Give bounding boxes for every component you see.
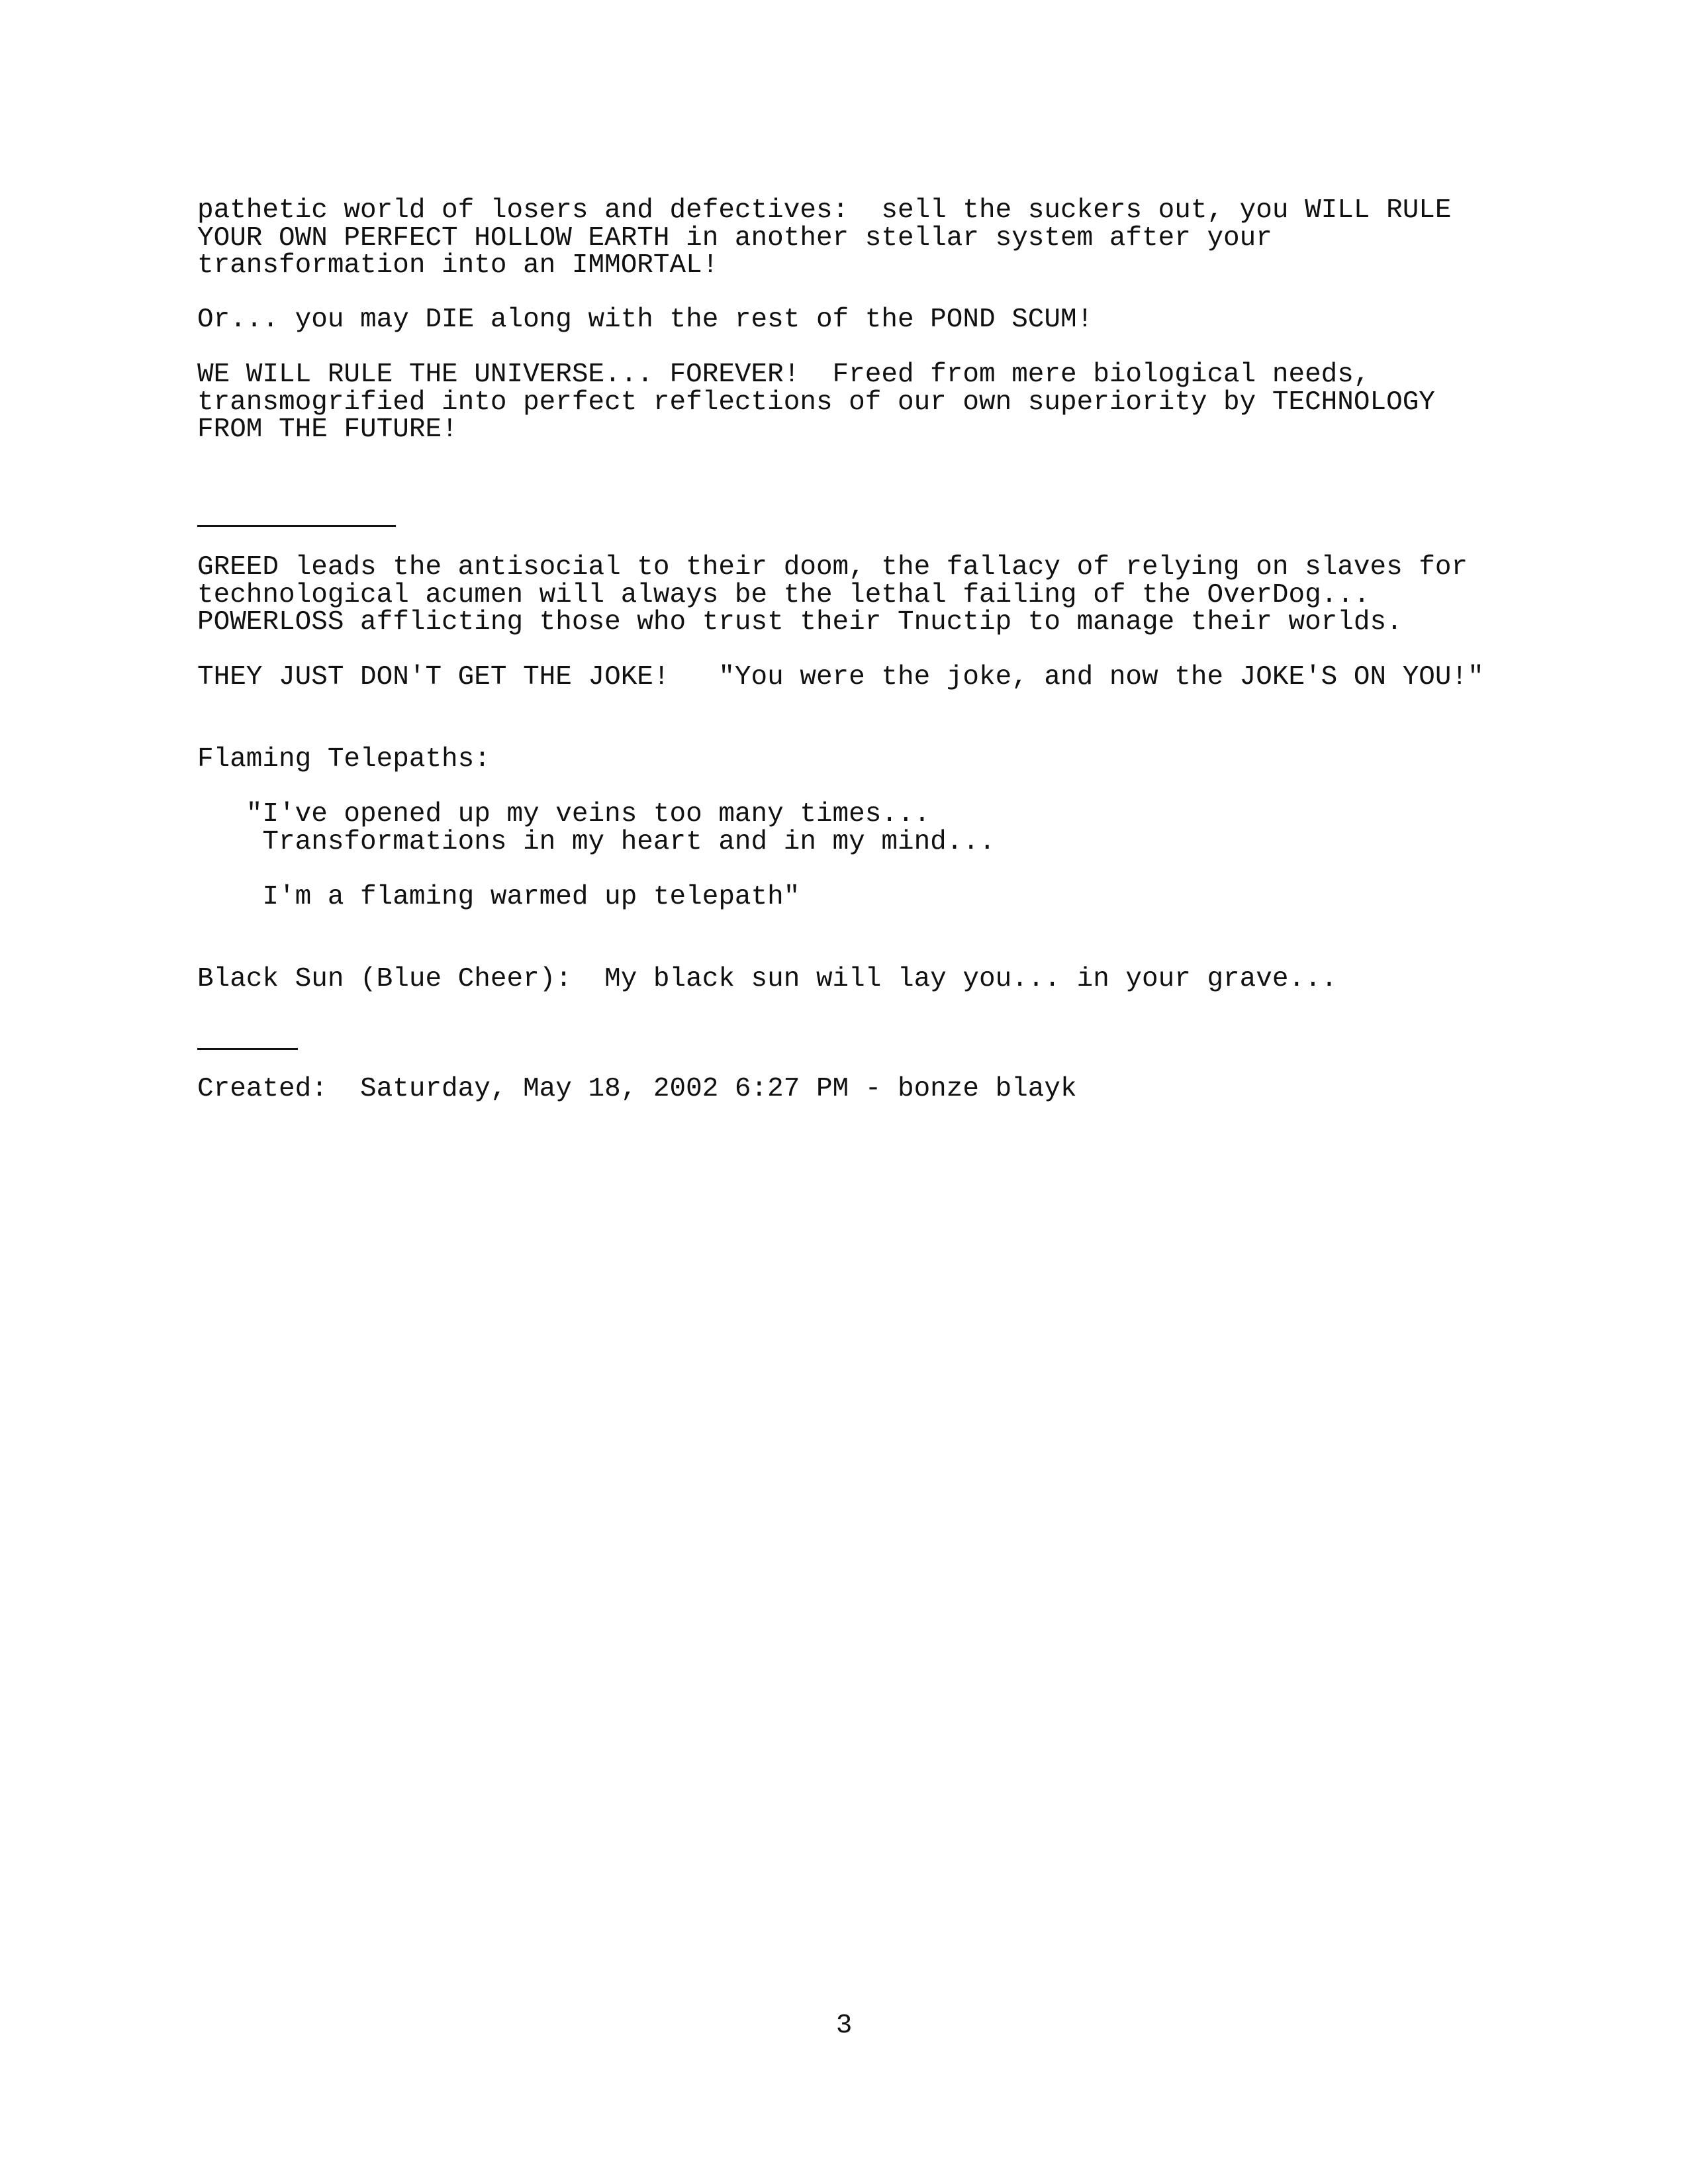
quote-lyrics-end	[197, 884, 1521, 912]
paragraph-greed	[197, 554, 1521, 637]
heading-flaming-telepaths	[197, 746, 1521, 774]
text-line: YOUR OWN PERFECT HOLLOW EARTH in another stellar system after your	[197, 222, 1272, 254]
text-line: FROM THE FUTURE!	[197, 414, 458, 445]
section-divider	[197, 525, 396, 527]
text-line: THEY JUST DON'T GET THE JOKE! "You were the joke, and now the JOKE'S ON YOU!"	[197, 662, 1484, 692]
quote-lyrics	[197, 801, 1521, 856]
text-line: transmogrified into perfect reflections of our own superiority by TECHNOLOGY	[197, 387, 1435, 418]
text-line: transformation into an IMMORTAL!	[197, 250, 719, 281]
text-line: pathetic world of losers and defectives: sell the suckers out, you WILL RULE	[197, 195, 1452, 226]
text-line: I'm a flaming warmed up telepath"	[197, 882, 800, 912]
text-line: POWERLOSS afflicting those who trust their Tnuctip to manage their worlds.	[197, 607, 1403, 638]
text-line: Black Sun (Blue Cheer): My black sun will lay you... in your grave...	[197, 964, 1338, 994]
text-line: "I've opened up my veins too many times...	[197, 799, 931, 830]
paragraph-hollow-earth	[197, 197, 1521, 280]
text-line: Created: Saturday, May 18, 2002 6:27 PM - bonze blayk	[197, 1074, 1077, 1104]
text-line: technological acumen will always be the lethal failing of the OverDog...	[197, 579, 1370, 610]
paragraph-joke	[197, 664, 1521, 692]
text-line: WE WILL RULE THE UNIVERSE... FOREVER! Freed from mere biological needs,	[197, 359, 1370, 390]
page-number: 3	[835, 2011, 853, 2041]
text-line: Flaming Telepaths:	[197, 744, 491, 775]
paragraph-pond-scum	[197, 307, 1521, 334]
paragraph-black-sun	[197, 966, 1521, 994]
text-line: Or... you may DIE along with the rest of the POND SCUM!	[197, 305, 1094, 335]
text-line: GREED leads the antisocial to their doom, the fallacy of relying on slaves for	[197, 552, 1468, 583]
text-line: Transformations in my heart and in my mind...	[197, 826, 996, 857]
created-line	[197, 1076, 1521, 1104]
footer-divider	[197, 1048, 298, 1050]
paragraph-rule-universe	[197, 361, 1521, 444]
